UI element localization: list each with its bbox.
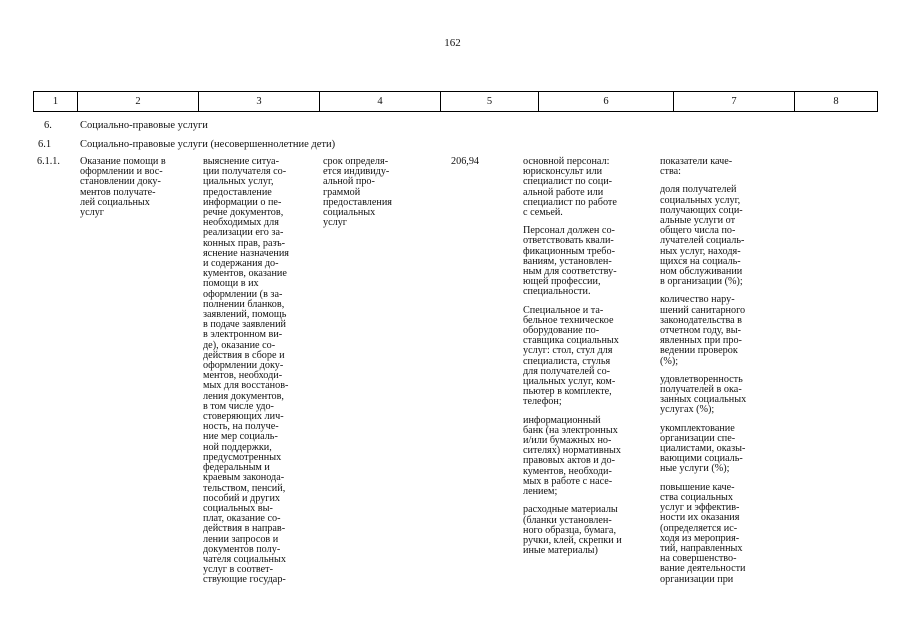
text-line: Специальное и та- xyxy=(523,304,604,316)
paragraph xyxy=(660,424,776,475)
text-line: с семьей. xyxy=(523,207,563,219)
text-line: конных прав, разъ- xyxy=(203,237,286,249)
text-line: оформлении и вос- xyxy=(80,166,163,178)
text-line: правовых актов и до- xyxy=(523,455,615,467)
text-line: на совершенство- xyxy=(660,553,737,565)
paragraph xyxy=(523,157,653,218)
text-line: краевым законода- xyxy=(203,472,285,484)
text-line: для получателей со- xyxy=(523,365,611,377)
text-line: ментов, необходи- xyxy=(203,370,283,382)
text-line: ходя из мероприя- xyxy=(660,532,740,544)
text-line: плат, оказание со- xyxy=(203,513,281,525)
text-line: ручки, клей, скрепки и xyxy=(523,534,622,546)
text-line: расходные материалы xyxy=(523,504,618,516)
text-line: лением; xyxy=(523,486,558,498)
text-line: ного образца, бумага, xyxy=(523,524,616,536)
text-line: банк (на электронных xyxy=(523,424,618,436)
text-line: ства: xyxy=(660,166,682,178)
text-line: пьютер в комплекте, xyxy=(523,386,612,398)
paragraph xyxy=(523,416,653,498)
text-line: ства социальных xyxy=(660,491,733,503)
text-line: предусмотренных xyxy=(203,451,282,463)
text-line: сителях) нормативных xyxy=(523,445,621,457)
text-line: ваниям, установлен- xyxy=(523,255,612,267)
text-line: ности их оказания xyxy=(660,512,740,524)
service-tariff: 206,94 xyxy=(451,156,480,167)
text-line: стоверяющих лич- xyxy=(203,411,284,423)
text-line: ным для соответству- xyxy=(523,266,617,278)
service-content xyxy=(203,157,319,586)
text-line: предоставление xyxy=(203,186,272,198)
text-line: пособий и других xyxy=(203,492,281,504)
text-line: услуг: стол, стул для xyxy=(523,345,613,357)
text-line: ность, на получе- xyxy=(203,421,279,433)
column-number-8: 8 xyxy=(795,92,878,112)
text-line: кументов, необходи- xyxy=(523,465,612,477)
table-header-row xyxy=(33,91,878,112)
text-line: юрисконсульт или xyxy=(523,166,603,178)
text-line: выяснение ситуа- xyxy=(203,156,279,167)
text-line: услуг xyxy=(323,217,347,229)
text-line: фикационным требо- xyxy=(523,245,615,257)
text-line: чателя социальных xyxy=(203,553,286,565)
text-line: оформлении доку- xyxy=(203,360,284,372)
text-line: ления документов, xyxy=(203,390,284,402)
column-number-7: 7 xyxy=(674,92,795,112)
section-6-1-title: Социально-правовые услуги (несовершеннолетние дети) xyxy=(80,139,336,150)
text-line: укомплектование xyxy=(660,422,735,434)
text-line: лей социальных xyxy=(80,196,150,208)
service-conditions xyxy=(523,157,653,556)
text-line: специалист по соци- xyxy=(523,176,613,188)
section-6-title: Социально-правовые услуги xyxy=(80,120,208,131)
text-line: альные услуги от xyxy=(660,215,736,227)
text-line: заявлений, помощь xyxy=(203,309,287,321)
text-line: де), оказание со- xyxy=(203,339,276,351)
text-line: вающими социаль- xyxy=(660,453,743,465)
text-line: иные материалы) xyxy=(523,545,598,557)
text-line: кументов, оказание xyxy=(203,268,287,280)
text-line: и/или бумажных но- xyxy=(523,435,612,447)
text-line: циальных услуг, ком- xyxy=(523,376,616,388)
paragraph xyxy=(523,226,653,297)
text-line: специальности. xyxy=(523,286,591,298)
text-line: оформлении (в за- xyxy=(203,288,283,300)
text-line: документов полу- xyxy=(203,543,281,555)
text-line: тельством, пенсий, xyxy=(203,482,286,494)
section-6-number: 6. xyxy=(44,120,52,131)
section-6-1-number: 6.1 xyxy=(38,139,52,150)
text-line: получателей в ока- xyxy=(660,384,742,396)
text-line: и содержания до- xyxy=(203,258,279,270)
text-line: ставщика социальных xyxy=(523,335,619,347)
text-line: ментов получате- xyxy=(80,186,156,198)
text-line: ции получателя со- xyxy=(203,166,287,178)
text-line: ответствовать квали- xyxy=(523,235,614,247)
paragraph xyxy=(660,157,776,177)
quality-indicators xyxy=(660,157,776,585)
text-line: реализации его за- xyxy=(203,227,284,239)
text-line: мых в работе с насе- xyxy=(523,475,613,487)
text-line: ющей профессии, xyxy=(523,276,601,288)
text-line: доля получателей xyxy=(660,184,737,196)
text-line: циалистами, оказы- xyxy=(660,443,746,455)
column-number-6: 6 xyxy=(539,92,674,112)
paragraph xyxy=(523,505,653,556)
paragraph xyxy=(523,306,653,408)
table-row-6-1-1 xyxy=(0,157,905,627)
text-line: социальных вы- xyxy=(203,502,273,514)
text-line: ется индивиду- xyxy=(323,166,390,178)
text-line: (%); xyxy=(660,355,679,367)
text-line: количество нару- xyxy=(660,294,735,306)
paragraph xyxy=(660,185,776,287)
column-number-5: 5 xyxy=(441,92,539,112)
text-line: ной поддержки, xyxy=(203,441,272,453)
text-line: услуг xyxy=(80,207,104,219)
text-line: оборудование по- xyxy=(523,325,600,337)
text-line: альной про- xyxy=(323,176,375,188)
text-line: граммой xyxy=(323,186,361,198)
text-line: срок определя- xyxy=(323,156,389,167)
service-number: 6.1.1. xyxy=(37,156,60,167)
text-line: полнении бланков, xyxy=(203,298,285,310)
service-term xyxy=(323,157,431,228)
text-line: специалиста, стулья xyxy=(523,355,611,367)
text-line: (определяется ис- xyxy=(660,522,738,534)
text-line: ных услуг, находя- xyxy=(660,245,741,257)
text-line: телефон; xyxy=(523,396,562,408)
text-line: социальных xyxy=(323,207,376,219)
text-line: услуг и эффектив- xyxy=(660,502,740,514)
text-line: услуг в соответ- xyxy=(203,564,274,576)
text-line: ние мер социаль- xyxy=(203,431,278,443)
text-line: услугах (%); xyxy=(660,404,715,416)
text-line: ном обслуживании xyxy=(660,266,743,278)
text-line: в том числе удо- xyxy=(203,400,274,412)
text-line: социальных услуг, xyxy=(660,194,741,206)
column-numbers xyxy=(34,92,878,112)
text-line: мых для восстанов- xyxy=(203,380,289,392)
column-number-2: 2 xyxy=(78,92,199,112)
text-line: получающих соци- xyxy=(660,204,743,216)
text-line: законодательства в xyxy=(660,314,742,326)
text-line: Персонал должен со- xyxy=(523,225,615,237)
column-number-1: 1 xyxy=(34,92,78,112)
text-line: лучателей социаль- xyxy=(660,235,745,247)
text-line: отчетном году, вы- xyxy=(660,325,741,337)
text-line: циальных услуг, xyxy=(203,176,274,188)
text-line: тий, направленных xyxy=(660,542,743,554)
text-line: вание деятельности xyxy=(660,563,746,575)
text-line: альной работе или xyxy=(523,186,604,198)
text-line: повышение каче- xyxy=(660,481,735,493)
text-line: речне документов, xyxy=(203,207,284,219)
text-line: удовлетворенность xyxy=(660,373,743,385)
text-line: в электронном ви- xyxy=(203,329,283,341)
text-line: информационный xyxy=(523,414,601,426)
text-line: явленных при про- xyxy=(660,335,742,347)
column-number-4: 4 xyxy=(320,92,441,112)
page-number: 162 xyxy=(444,37,461,49)
column-number-3: 3 xyxy=(199,92,320,112)
text-line: занных социальных xyxy=(660,394,747,406)
text-line: лении запросов и xyxy=(203,533,279,545)
paragraph xyxy=(660,375,776,416)
text-line: организации спе- xyxy=(660,432,736,444)
text-line: ведении проверок xyxy=(660,345,738,357)
text-line: в организации (%); xyxy=(660,276,743,288)
text-line: действия в сборе и xyxy=(203,349,285,361)
text-line: ствующие государ- xyxy=(203,574,286,586)
text-line: общего числа по- xyxy=(660,225,736,237)
text-line: организации при xyxy=(660,573,734,585)
text-line: помощи в их xyxy=(203,278,259,290)
text-line: необходимых для xyxy=(203,217,279,229)
text-line: основной персонал: xyxy=(523,156,610,167)
text-line: яснение назначения xyxy=(203,247,289,259)
text-line: специалист по работе xyxy=(523,196,617,208)
paragraph xyxy=(660,483,776,585)
text-line: бельное техническое xyxy=(523,314,614,326)
text-line: показатели каче- xyxy=(660,156,733,167)
text-line: шений санитарного xyxy=(660,304,746,316)
text-line: федеральным и xyxy=(203,462,270,474)
text-line: ные услуги (%); xyxy=(660,463,730,475)
text-line: (бланки установлен- xyxy=(523,514,612,526)
text-line: предоставления xyxy=(323,196,392,208)
text-line: Оказание помощи в xyxy=(80,156,166,167)
text-line: становлении доку- xyxy=(80,176,161,188)
paragraph xyxy=(660,295,776,366)
text-line: информации о пе- xyxy=(203,196,282,208)
text-line: щихся на социаль- xyxy=(660,255,741,267)
text-line: действия в направ- xyxy=(203,523,286,535)
text-line: в подаче заявлений xyxy=(203,319,286,331)
service-name xyxy=(80,157,198,218)
